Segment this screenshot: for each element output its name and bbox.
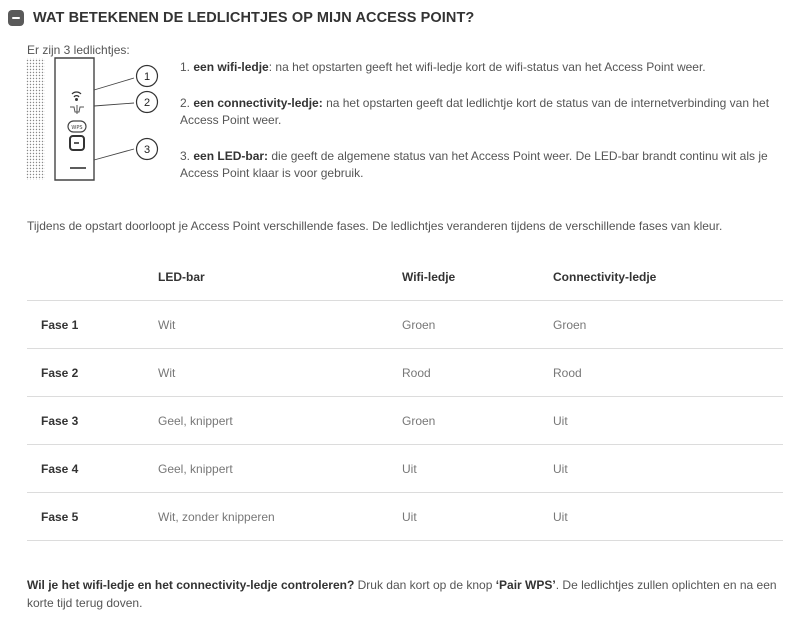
svg-text:2: 2 [143, 97, 151, 109]
table-row [27, 349, 783, 397]
callout-2 [137, 92, 158, 113]
table-cell: Fase 3 [41, 413, 79, 428]
led-item-ledbar: 3. een LED-bar: die geeft de algemene status van het Access Point weer. De LED-bar brandt continu wit als je Access Point klaar is voor gebruik. [180, 148, 768, 180]
wifi-icon [72, 92, 81, 100]
led-item-wifi: 1. een wifi-ledje: na het opstarten geeft het wifi-ledje kort de wifi-status van het Access Point weer. [180, 60, 706, 74]
table-header-row [27, 253, 783, 301]
table-cell: Fase 5 [41, 509, 79, 524]
connectivity-icon [70, 105, 84, 114]
led-list [180, 59, 786, 201]
table-cell: Rood [553, 365, 582, 380]
svg-text:1: 1 [143, 71, 151, 83]
table-row [27, 301, 783, 349]
table-cell: Uit [553, 509, 568, 524]
access-point-diagram [26, 56, 162, 184]
footer-text: Wil je het wifi-ledje en het connectivity-ledje controleren? Druk dan kort op de knop ‘Pair WPS’. De ledlichtjes zullen oplichten en na een korte tijd terug doven. [27, 578, 777, 610]
callout-3 [137, 139, 158, 160]
callout-1 [137, 66, 158, 87]
led-item-connectivity: 2. een connectivity-ledje: na het opstarten geeft dat ledlichtje kort de status van de internetverbinding van het Access Point weer. [180, 95, 770, 127]
phases-text: Tijdens de opstart doorloopt je Access Point verschillende fases. De ledlichtjes veranderen tijdens de verschillende fases van kleur. [27, 219, 723, 233]
section-title: WAT BETEKENEN DE LEDLICHTJES OP MIJN ACCESS POINT? [33, 10, 475, 26]
table-cell: Wit [158, 317, 176, 332]
table-cell: Rood [402, 365, 431, 380]
table-cell: Geel, knippert [158, 461, 233, 476]
intro-text: Er zijn 3 ledlichtjes: [27, 43, 130, 57]
table-cell: Groen [402, 317, 436, 332]
table-header-cell: Connectivity-ledje [553, 269, 657, 284]
table-cell: Uit [402, 461, 417, 476]
led-status-table [27, 253, 783, 541]
table-header-cell: LED-bar [158, 269, 205, 284]
table-header-cell: Wifi-ledje [402, 269, 456, 284]
table-row [27, 397, 783, 445]
table-cell: Fase 1 [41, 317, 79, 332]
table-cell: Fase 2 [41, 365, 79, 380]
table-cell: Groen [553, 317, 587, 332]
table-cell: Fase 4 [41, 461, 79, 476]
svg-text:WPS: WPS [71, 125, 83, 131]
table-cell: Wit, zonder knipperen [158, 509, 275, 524]
table-cell: Uit [553, 461, 568, 476]
table-row [27, 445, 783, 493]
table-row [27, 493, 783, 541]
table-cell: Geel, knippert [158, 413, 233, 428]
collapse-minus-icon[interactable] [8, 10, 24, 26]
section-header[interactable] [8, 6, 474, 30]
table-cell: Groen [402, 413, 436, 428]
table-cell: Wit [158, 365, 176, 380]
table-cell: Uit [402, 509, 417, 524]
table-cell: Uit [553, 413, 568, 428]
svg-text:3: 3 [143, 144, 151, 156]
